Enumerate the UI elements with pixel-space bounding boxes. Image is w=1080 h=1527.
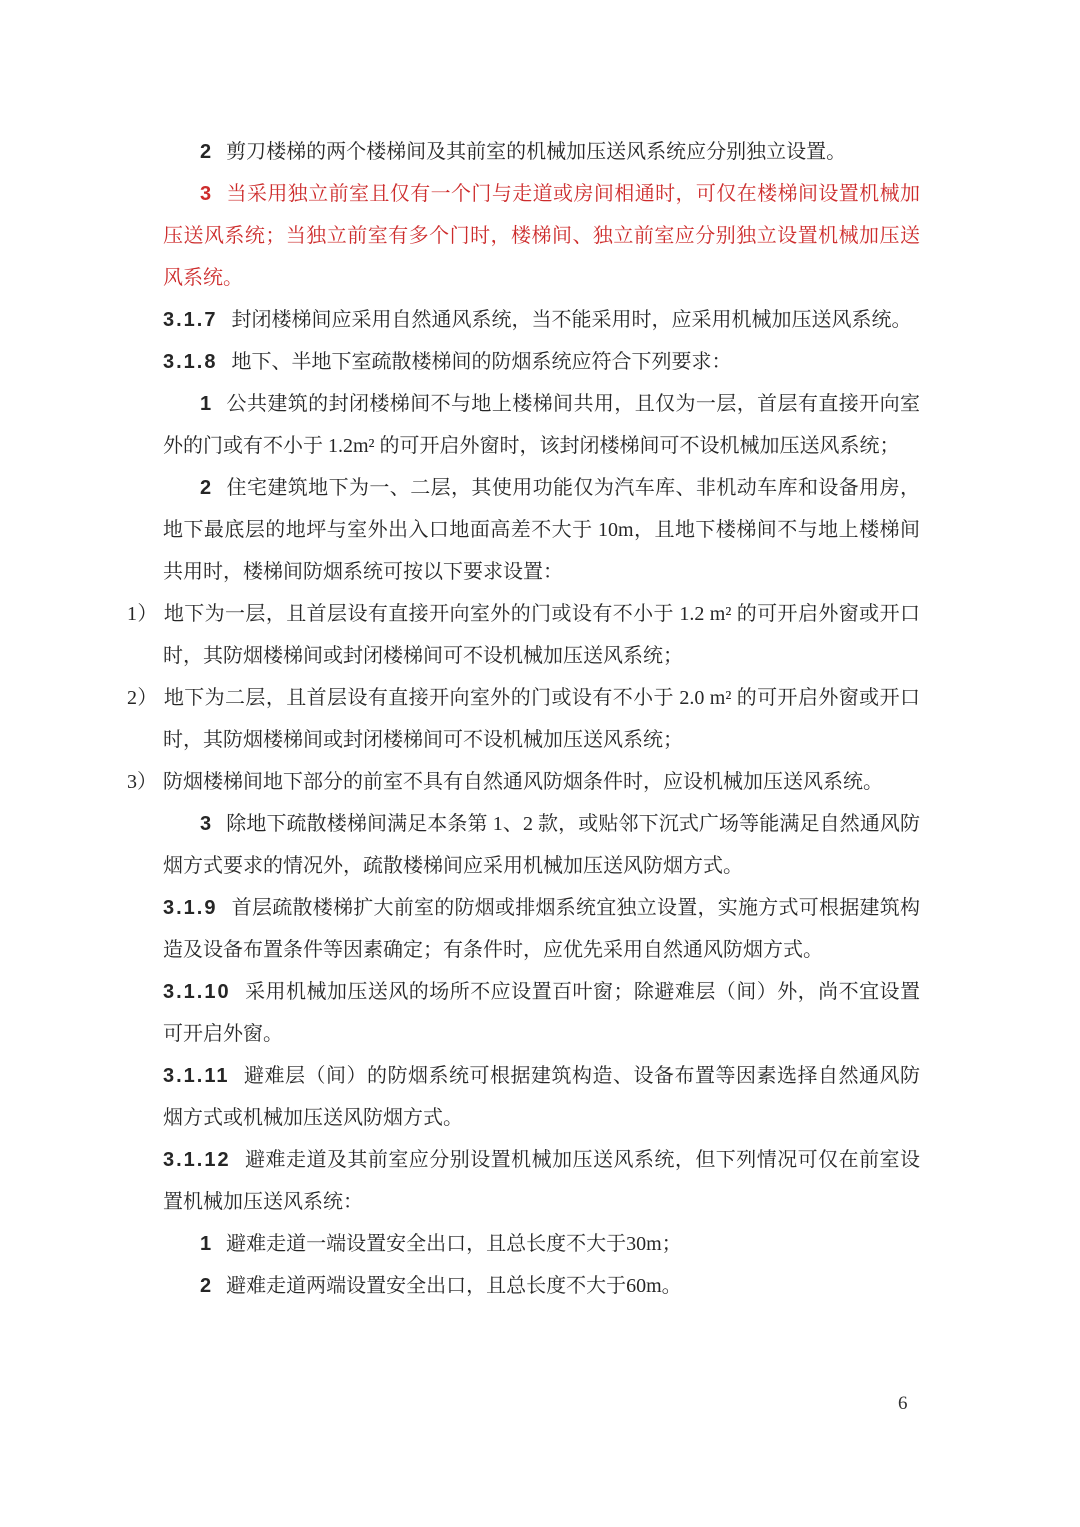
- section-3-1-11: [163, 1055, 920, 1139]
- section-number: 3.1.8: [163, 351, 218, 373]
- clause-text: 避难走道两端设置安全出口，且总长度不大于60m。: [226, 1275, 682, 1297]
- clause-3-independent-anteroom-red: [163, 173, 920, 299]
- clause-3-except-underground-stairs: [163, 803, 920, 887]
- clause-text: 剪刀楼梯的两个楼梯间及其前室的机械加压送风系统应分别独立设置。: [226, 141, 847, 163]
- clause-text: 避难走道一端设置安全出口，且总长度不大于30m；: [226, 1233, 682, 1255]
- section-3-1-8: [163, 341, 920, 383]
- section-3-1-12: [163, 1139, 920, 1223]
- item-3-smokeproof-stair-anteroom: [127, 761, 920, 803]
- clause-text: 公共建筑的封闭楼梯间不与地上楼梯间共用，且仅为一层，首层有直接开向室外的门或有不小于 1.2m² 的可开启外窗时，该封闭楼梯间可不设机械加压送风系统；: [163, 393, 920, 457]
- item-number: 2）: [127, 687, 158, 709]
- section-number: 3.1.11: [163, 1065, 230, 1087]
- section-number: 3.1.9: [163, 897, 218, 919]
- clause-2-refuge-walkway-two-exits: [163, 1265, 920, 1307]
- section-text: 避难层（间）的防烟系统可根据建筑构造、设备布置等因素选择自然通风防烟方式或机械加压送风防烟方式。: [163, 1065, 920, 1129]
- item-1-basement-one-level: [127, 593, 920, 677]
- section-text: 地下、半地下室疏散楼梯间的防烟系统应符合下列要求：: [231, 351, 732, 373]
- section-3-1-9: [163, 887, 920, 971]
- item-text: 防烟楼梯间地下部分的前室不具有自然通风防烟条件时，应设机械加压送风系统。: [163, 771, 883, 793]
- section-text: 采用机械加压送风的场所不应设置百叶窗；除避难层（间）外，尚不宜设置可开启外窗。: [163, 981, 920, 1045]
- clause-1-public-building: [163, 383, 920, 467]
- section-number: 3.1.12: [163, 1149, 231, 1171]
- clause-number: 3: [200, 183, 212, 205]
- section-number: 3.1.10: [163, 981, 231, 1003]
- page-number: 6: [898, 1393, 908, 1414]
- clause-text: 除地下疏散楼梯间满足本条第 1、2 款，或贴邻下沉式广场等能满足自然通风防烟方式要求的情况外，疏散楼梯间应采用机械加压送风防烟方式。: [163, 813, 920, 877]
- clause-number: 2: [200, 141, 212, 163]
- clause-2-scissor-stair: [163, 131, 920, 173]
- item-2-basement-two-levels: [127, 677, 920, 761]
- clause-text: 当采用独立前室且仅有一个门与走道或房间相通时，可仅在楼梯间设置机械加压送风系统；当独立前室有多个门时，楼梯间、独立前室应分别独立设置机械加压送风系统。: [163, 183, 920, 289]
- item-number: 1）: [127, 603, 158, 625]
- clause-number: 2: [200, 477, 212, 499]
- item-text: 地下为一层，且首层设有直接开向室外的门或设有不小于 1.2 m² 的可开启外窗或开口时，其防烟楼梯间或封闭楼梯间可不设机械加压送风系统；: [163, 603, 920, 667]
- section-3-1-7: [163, 299, 920, 341]
- item-number: 3）: [127, 771, 157, 793]
- clause-number: 1: [200, 393, 212, 415]
- section-3-1-10: [163, 971, 920, 1055]
- clause-text: 住宅建筑地下为一、二层，其使用功能仅为汽车库、非机动车库和设备用房，地下最底层的地坪与室外出入口地面高差不大于 10m，且地下楼梯间不与地上楼梯间共用时，楼梯间防烟系统可按以下要求设置：: [163, 477, 920, 583]
- section-text: 封闭楼梯间应采用自然通风系统，当不能采用时，应采用机械加压送风系统。: [231, 309, 912, 331]
- item-text: 地下为二层，且首层设有直接开向室外的门或设有不小于 2.0 m² 的可开启外窗或开口时，其防烟楼梯间或封闭楼梯间可不设机械加压送风系统；: [163, 687, 920, 751]
- clause-number: 2: [200, 1275, 212, 1297]
- section-text: 首层疏散楼梯扩大前室的防烟或排烟系统宜独立设置，实施方式可根据建筑构造及设备布置条件等因素确定；有条件时，应优先采用自然通风防烟方式。: [163, 897, 920, 961]
- section-number: 3.1.7: [163, 309, 218, 331]
- clause-1-refuge-walkway-one-exit: [163, 1223, 920, 1265]
- section-text: 避难走道及其前室应分别设置机械加压送风系统，但下列情况可仅在前室设置机械加压送风系统：: [163, 1149, 920, 1213]
- document-body: [127, 131, 920, 1307]
- clause-number: 1: [200, 1233, 212, 1255]
- clause-2-residential-basement: [163, 467, 920, 593]
- clause-number: 3: [200, 813, 212, 835]
